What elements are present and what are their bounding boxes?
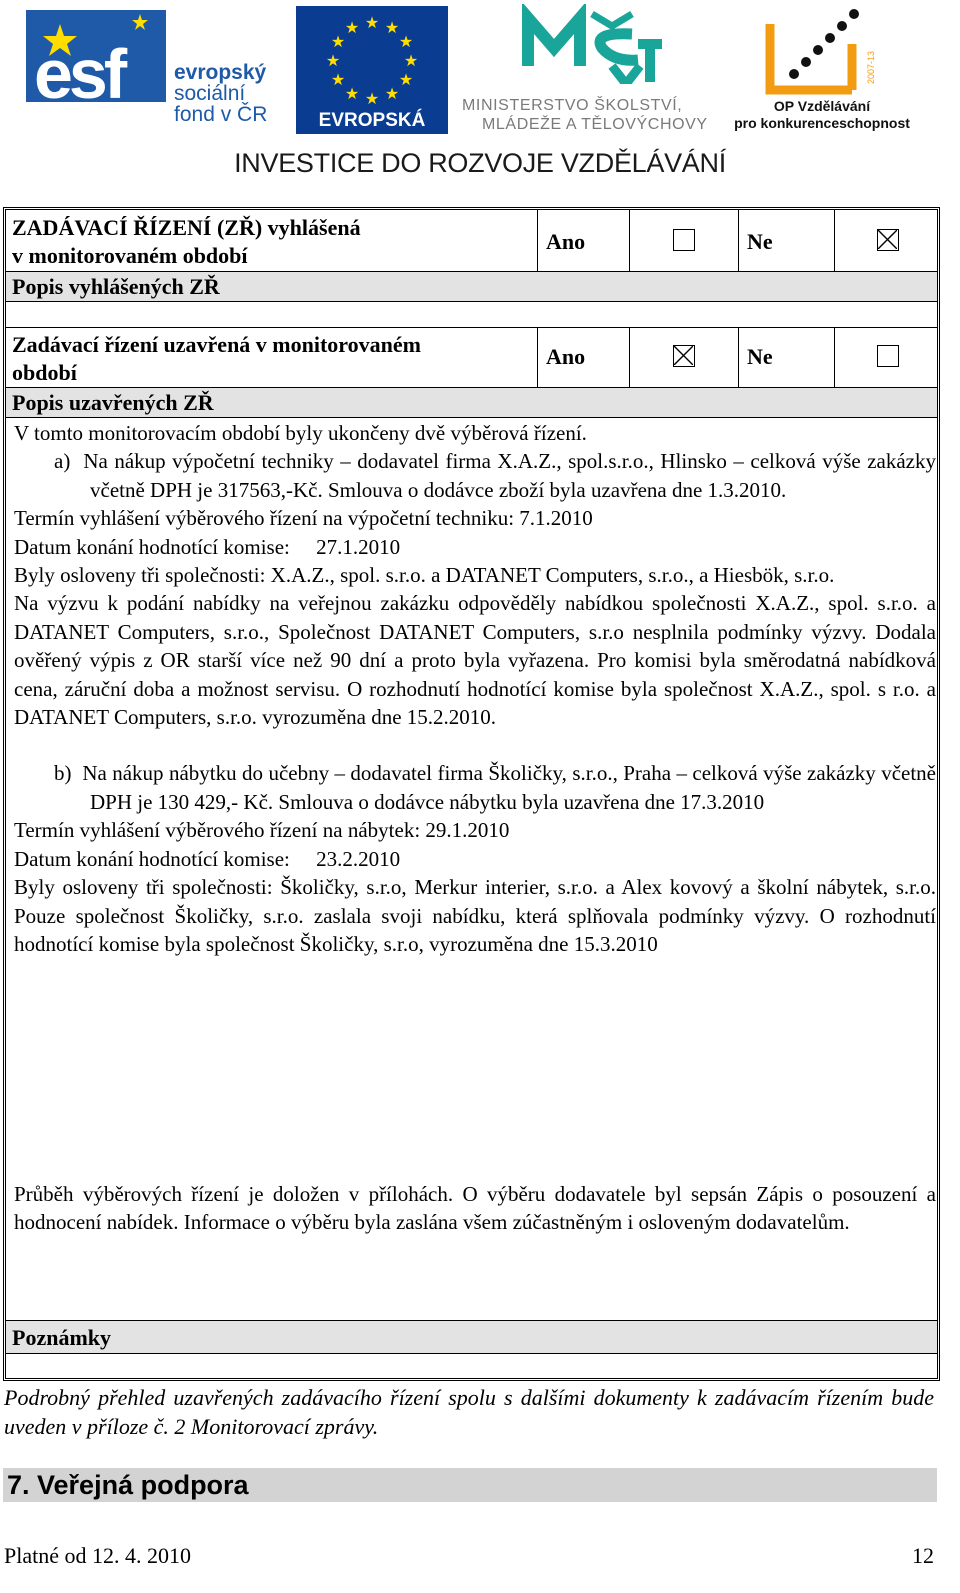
- attachments-paragraph-block: [14, 1180, 936, 1237]
- announced-yes-label-cell: [537, 210, 629, 271]
- checkbox-cross-icon: [878, 230, 897, 249]
- msmt-logo-line1: MINISTERSTVO ŠKOLSTVÍ,: [462, 97, 683, 114]
- item-a-paragraph: a) Na nákup výpočetní techniky – dodavatel firma X.A.Z., spol.s.r.o., Hlinsko – celková výše zakázky včetně DPH je 317563,-Kč. Smlouva o dodávce zboží byla uzavřena dne 1.3.2010.: [54, 449, 936, 502]
- attachments-paragraph: Průběh výběrových řízení je doložen v přílohách. O výběru dodavatele byl sepsán Zápis o posouzení a hodnocení nabídek. Informace o výběru byla zaslána všem zúčastněným i osloveným dodavatelům.: [14, 1182, 936, 1235]
- banner-tagline: INVESTICE DO ROZVOJE VZDĚLÁVÁNÍ: [234, 148, 726, 178]
- checkbox-cross-icon: [674, 346, 693, 365]
- eu-flag-logo: [296, 6, 448, 153]
- op-vzdelavani-logo: [734, 4, 910, 132]
- announced-procurement-row: [6, 210, 937, 272]
- svg-text:★: ★: [330, 32, 346, 51]
- notes-label: Poznámky: [12, 1325, 111, 1350]
- svg-text:★: ★: [364, 89, 380, 106]
- svg-text:★: ★: [384, 84, 400, 103]
- op-logo-graphic: [734, 4, 910, 96]
- item-b-committee-date: Datum konání hodnotící komise: 23.2.2010: [14, 846, 401, 871]
- svg-text:esf: esf: [34, 35, 124, 108]
- closed-yes-cell: [629, 328, 738, 387]
- notes-row: [6, 1320, 937, 1354]
- msmt-monogram-icon: [462, 4, 724, 84]
- closed-procurement-label: [12, 331, 421, 387]
- appendix-note: Podrobný přehled uzavřených zadávacího řízení spolu s dalšími dokumenty k zadávacím řízením bude uveden v příloze č. 2 Monitorovací zprávy.: [4, 1385, 934, 1439]
- op-logo-years: 2007-13: [866, 50, 876, 84]
- section-heading-text: 7. Veřejná podpora: [7, 1470, 249, 1500]
- announced-yes-cell: [629, 210, 738, 271]
- msmt-logo: [462, 4, 724, 132]
- closed-yes-checkbox[interactable]: [673, 345, 695, 367]
- announced-description-label: Popis vyhlášených ZŘ: [12, 274, 220, 299]
- op-logo-line1: OP Vzdělávání: [773, 98, 871, 114]
- procurement-form: [3, 207, 940, 1381]
- intro-paragraph: V tomto monitorovacím období byly ukončeny dvě výběrová řízení.: [14, 421, 587, 445]
- item-b-paragraph: b) Na nákup nábytku do učebny – dodavatel firma Školičky, s.r.o., Praha – celková výše zakázky včetně DPH je 130 429,- Kč. Smlouva o dodávce nábytku byla uzavřena dne 17.3.2010: [54, 761, 936, 814]
- svg-text:★: ★: [403, 51, 419, 70]
- closed-yes-label: Ano: [546, 344, 586, 369]
- item-b-evaluation-paragraph: Byly osloveny tři společnosti: Školičky, s.r.o, Merkur interier, s.r.o. a Alex kovový a školní nábytek, s.r.o. Pouze společnost Školičky, s.r.o. zaslala svoji nabídku, která splňovala podmínky výzvy. O rozhodnutí hodnotící komise byla společnost Školičky, s.r.o, vyrozuměna dne 15.3.2010: [14, 875, 936, 956]
- closed-no-label-cell: [738, 328, 834, 387]
- eu-logo-caption: EVROPSKÁ UNIE: [318, 110, 426, 153]
- closed-description-row: [6, 388, 937, 418]
- page-footer: [4, 1543, 934, 1569]
- announced-no-label-cell: [738, 210, 834, 271]
- svg-text:★: ★: [330, 70, 346, 89]
- item-a-committee-date: Datum konání hodnotící komise: 27.1.2010: [14, 534, 401, 559]
- svg-text:★: ★: [398, 32, 414, 51]
- item-a-evaluation-paragraph: Na výzvu k podání nabídky na veřejnou zakázku odpověděly nabídkou společnosti X.A.Z., spol. s.r.o. a DATANET Computers, s.r.o., Společnost DATANET Computers, s.r.o nesplnila podmínky výzvy. Dodala ověřený výpis z OR starší více než 90 dní a proto byla vyřazena. Pro komisi byla směrodatná nabídková cena, záruční doba a možnost servisu. O rozhodnutí hodnotící komise byla společnost X.A.Z., spol. s r.o. a DATANET Computers, s.r.o. vyrozuměna dne 15.2.2010.: [14, 591, 936, 730]
- announced-no-cell: [834, 210, 937, 271]
- page-number: 12: [912, 1543, 934, 1568]
- spacer-row: [6, 302, 937, 328]
- announced-description-row: [6, 272, 937, 302]
- esf-logo-line2: sociální: [174, 82, 246, 105]
- closed-description-label: Popis uzavřených ZŘ: [12, 390, 214, 415]
- closed-yes-label-cell: [537, 328, 629, 387]
- closed-label-line1: Zadávací řízení uzavřená v monitorovaném: [12, 332, 421, 357]
- closed-procurement-description: [14, 419, 936, 958]
- closed-no-label: Ne: [747, 344, 773, 369]
- valid-from-date: Platné od 12. 4. 2010: [4, 1543, 191, 1568]
- esf-logo: [22, 6, 292, 126]
- svg-text:★: ★: [384, 18, 400, 37]
- announced-procurement-label: [12, 214, 361, 270]
- closed-procurement-row: [6, 328, 937, 388]
- item-a-invited-companies: Byly osloveny tři společnosti: X.A.Z., spol. s.r.o. a DATANET Computers, s.r.o., a Hiesbök, s.r.o.: [14, 563, 835, 588]
- section-heading: [3, 1468, 937, 1502]
- announced-label-line1: ZADÁVACÍ ŘÍZENÍ (ZŘ) vyhlášená: [12, 215, 361, 240]
- msmt-logo-line2: MLÁDEŽE A TĚLOVÝCHOVY: [482, 116, 708, 133]
- logo-banner: [0, 0, 960, 190]
- svg-text:★: ★: [398, 70, 414, 89]
- op-logo-line2: pro konkurenceschopnost: [734, 115, 910, 131]
- announced-yes-label: Ano: [546, 229, 586, 254]
- paragraph-gap: [14, 731, 936, 759]
- announced-no-label: Ne: [747, 229, 773, 254]
- item-b-announcement-date: Termín vyhlášení výběrového řízení na nábytek: 29.1.2010: [14, 818, 510, 843]
- announced-label-line2: v monitorovaném období: [12, 243, 248, 268]
- closed-label-line2: období: [12, 360, 77, 385]
- esf-logo-line3: fond v ČR: [174, 103, 268, 126]
- svg-text:★: ★: [364, 13, 380, 32]
- announced-yes-checkbox[interactable]: [673, 229, 695, 251]
- svg-text:★: ★: [344, 84, 360, 103]
- esf-logo-line1: evropský: [174, 61, 267, 84]
- item-a-announcement-date: Termín vyhlášení výběrového řízení na výpočetní techniku: 7.1.2010: [14, 506, 593, 531]
- closed-no-checkbox[interactable]: [877, 345, 899, 367]
- svg-text:★: ★: [325, 51, 341, 70]
- eu-stars-icon: [296, 6, 448, 106]
- announced-no-checkbox[interactable]: [877, 229, 899, 251]
- closed-no-cell: [834, 328, 937, 387]
- svg-text:★: ★: [344, 18, 360, 37]
